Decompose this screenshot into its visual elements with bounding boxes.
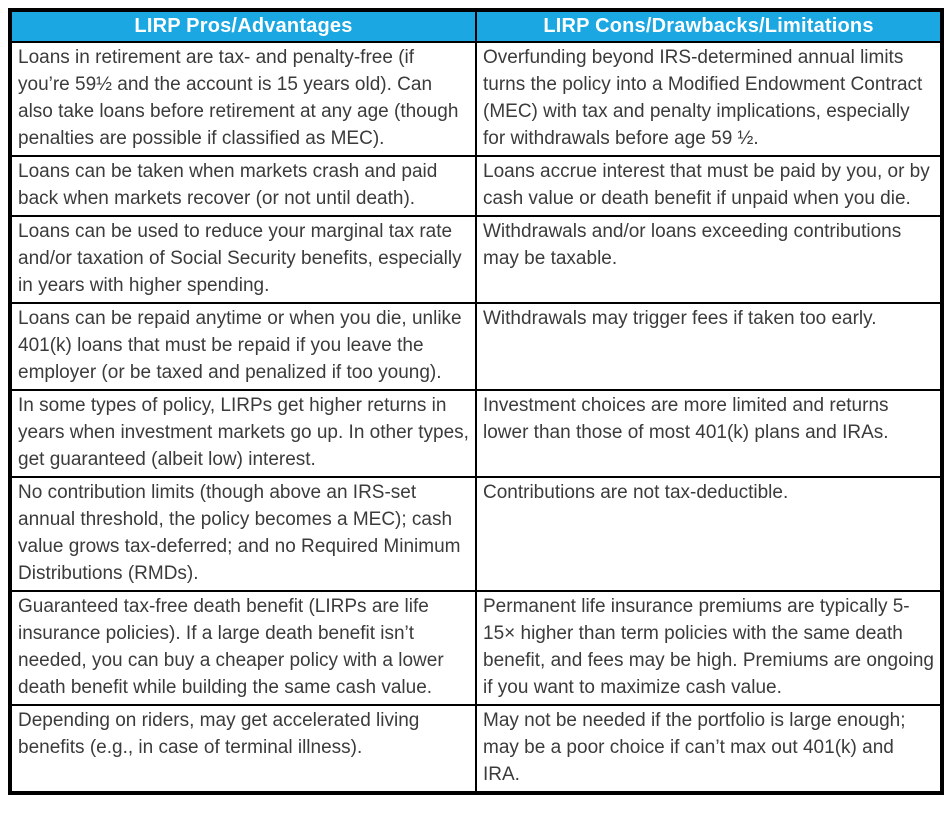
table-row <box>10 591 942 705</box>
con-cell: Investment choices are more limited and returns lower than those of most 401(k) plans and IRAs. <box>476 390 942 477</box>
pro-cell: Depending on riders, may get accelerated living benefits (e.g., in case of terminal illness). <box>10 705 476 793</box>
header-row <box>10 10 942 42</box>
pros-column-header: LIRP Pros/Advantages <box>10 10 476 42</box>
pro-cell: Loans can be used to reduce your marginal tax rate and/or taxation of Social Security benefits, especially in years with higher spending. <box>10 216 476 303</box>
cons-column-header: LIRP Cons/Drawbacks/Limitations <box>476 10 942 42</box>
table-row <box>10 390 942 477</box>
lirp-pros-cons-table <box>8 8 944 795</box>
table-row <box>10 303 942 390</box>
pro-cell: Loans can be taken when markets crash and paid back when markets recover (or not until death). <box>10 156 476 216</box>
con-cell: Permanent life insurance premiums are typically 5-15× higher than term policies with the same death benefit, and fees may be high. Premiums are ongoing if you want to maximize cash value. <box>476 591 942 705</box>
pro-cell: No contribution limits (though above an IRS-set annual threshold, the policy becomes a MEC); cash value grows tax-deferred; and no Required Minimum Distributions (RMDs). <box>10 477 476 591</box>
con-cell: May not be needed if the portfolio is large enough; may be a poor choice if can’t max out 401(k) and IRA. <box>476 705 942 793</box>
pro-cell: Loans can be repaid anytime or when you die, unlike 401(k) loans that must be repaid if you leave the employer (or be taxed and penalized if too young). <box>10 303 476 390</box>
con-cell: Overfunding beyond IRS-determined annual limits turns the policy into a Modified Endowment Contract (MEC) with tax and penalty implications, especially for withdrawals before age 59 ½. <box>476 42 942 156</box>
pro-cell: Loans in retirement are tax- and penalty-free (if you’re 59½ and the account is 15 years old). Can also take loans before retirement at any age (though penalties are possible if classified as MEC). <box>10 42 476 156</box>
pro-cell: Guaranteed tax-free death benefit (LIRPs are life insurance policies). If a large death benefit isn’t needed, you can buy a cheaper policy with a lower death benefit while building the same cash value. <box>10 591 476 705</box>
table-body <box>10 42 942 793</box>
table-row <box>10 42 942 156</box>
pro-cell: In some types of policy, LIRPs get higher returns in years when investment markets go up. In other types, get guaranteed (albeit low) interest. <box>10 390 476 477</box>
con-cell: Withdrawals may trigger fees if taken too early. <box>476 303 942 390</box>
con-cell: Contributions are not tax-deductible. <box>476 477 942 591</box>
table-row <box>10 156 942 216</box>
con-cell: Withdrawals and/or loans exceeding contributions may be taxable. <box>476 216 942 303</box>
table-row <box>10 705 942 793</box>
table-row <box>10 477 942 591</box>
table-row <box>10 216 942 303</box>
con-cell: Loans accrue interest that must be paid by you, or by cash value or death benefit if unpaid when you die. <box>476 156 942 216</box>
